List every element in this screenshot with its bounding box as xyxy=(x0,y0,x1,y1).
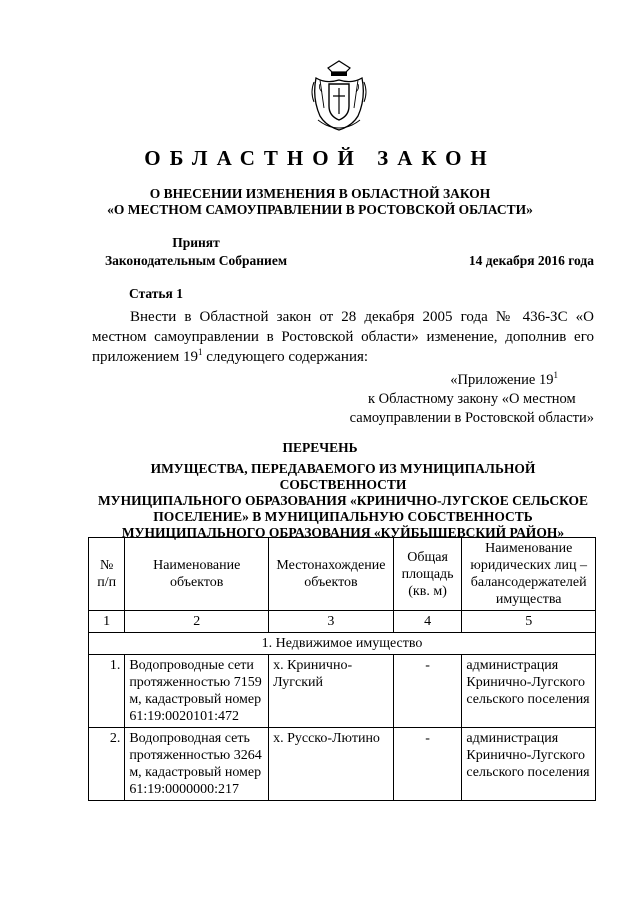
col-number: 4 xyxy=(393,611,462,633)
row-name: Водопроводная сеть протяженностью 3264 м, кадастровый номер 61:19:0000000:217 xyxy=(125,728,269,801)
row-location: х. Кринично-Лугский xyxy=(269,655,394,728)
adoption-accepted: Принят xyxy=(172,235,220,250)
law-subtitle xyxy=(0,186,640,218)
row-area: - xyxy=(393,728,462,801)
list-line-2: МУНИЦИПАЛЬНОГО ОБРАЗОВАНИЯ «КРИНИЧНО-ЛУГСКОЕ СЕЛЬСКОЕ xyxy=(97,493,589,508)
subtitle-line-1: О ВНЕСЕНИИ ИЗМЕНЕНИЯ В ОБЛАСТНОЙ ЗАКОН xyxy=(149,186,491,201)
header-num: № п/п xyxy=(89,538,125,611)
col-number: 2 xyxy=(125,611,269,633)
table-row xyxy=(89,655,596,728)
list-line-4: МУНИЦИПАЛЬНОГО ОБРАЗОВАНИЯ «КУЙБЫШЕВСКИЙ РАЙОН» xyxy=(121,525,565,540)
list-title: ПЕРЕЧЕНЬ xyxy=(282,440,358,455)
row-location: х. Русско-Лютино xyxy=(269,728,394,801)
table-column-numbers xyxy=(89,611,596,633)
row-num: 2. xyxy=(89,728,125,801)
header-name: Наименование объектов xyxy=(125,538,269,611)
article-text xyxy=(92,307,594,367)
appendix-line-2: к Областному закону «О местном xyxy=(367,391,576,407)
law-title: ОБЛАСТНОЙ ЗАКОН xyxy=(144,146,496,170)
row-holder: администрация Кринично-Лугского сельского поселения xyxy=(462,655,596,728)
article-text-part1: Внести в Областной закон от 28 декабря 2005 года № 436-ЗС «О местном самоуправлении в Ростовской области» изменение, дополнив его приложением 19 xyxy=(92,309,594,365)
header-holder: Наименование юридических лиц – балансодержателей имущества xyxy=(462,538,596,611)
col-number: 5 xyxy=(462,611,596,633)
list-line-1: ИМУЩЕСТВА, ПЕРЕДАВАЕМОГО ИЗ МУНИЦИПАЛЬНОЙ СОБСТВЕННОСТИ xyxy=(150,461,536,492)
appendix-head xyxy=(350,371,594,390)
list-subtitle xyxy=(92,461,594,541)
subtitle-line-2: «О МЕСТНОМ САМОУПРАВЛЕНИИ В РОСТОВСКОЙ ОБЛАСТИ» xyxy=(107,202,533,217)
header-area: Общая площадь (кв. м) xyxy=(393,538,462,611)
article-paragraph xyxy=(92,307,594,367)
table-header-row xyxy=(89,538,596,611)
section-title: 1. Недвижимое имущество xyxy=(89,633,596,655)
row-area: - xyxy=(393,655,462,728)
row-holder: администрация Кринично-Лугского сельского поселения xyxy=(462,728,596,801)
col-number: 3 xyxy=(269,611,394,633)
table-section-row xyxy=(89,633,596,655)
table-row xyxy=(89,728,596,801)
appendix-heading xyxy=(350,371,594,428)
appendix-head-text: «Приложение 19 xyxy=(450,372,554,388)
article-title: Статья 1 xyxy=(129,286,183,301)
property-table xyxy=(88,537,596,801)
appendix-line-3: самоуправлении в Ростовской области» xyxy=(349,410,594,426)
row-num: 1. xyxy=(89,655,125,728)
col-number: 1 xyxy=(89,611,125,633)
list-line-3: ПОСЕЛЕНИЕ» В МУНИЦИПАЛЬНУЮ СОБСТВЕННОСТЬ xyxy=(153,509,533,524)
header-location: Местонахождение объектов xyxy=(269,538,394,611)
row-name: Водопроводные сети протяженностью 7159 м, кадастровый номер 61:19:0020101:472 xyxy=(125,655,269,728)
article-text-part2: следующего содержания: xyxy=(202,349,369,365)
coat-of-arms-icon xyxy=(308,58,370,134)
adoption-date: 14 декабря 2016 года xyxy=(468,253,594,268)
article-sup: 1 xyxy=(197,347,203,357)
adoption-block xyxy=(0,234,392,270)
adoption-by: Законодательным Собранием xyxy=(104,253,288,268)
appendix-sup: 1 xyxy=(553,370,558,381)
